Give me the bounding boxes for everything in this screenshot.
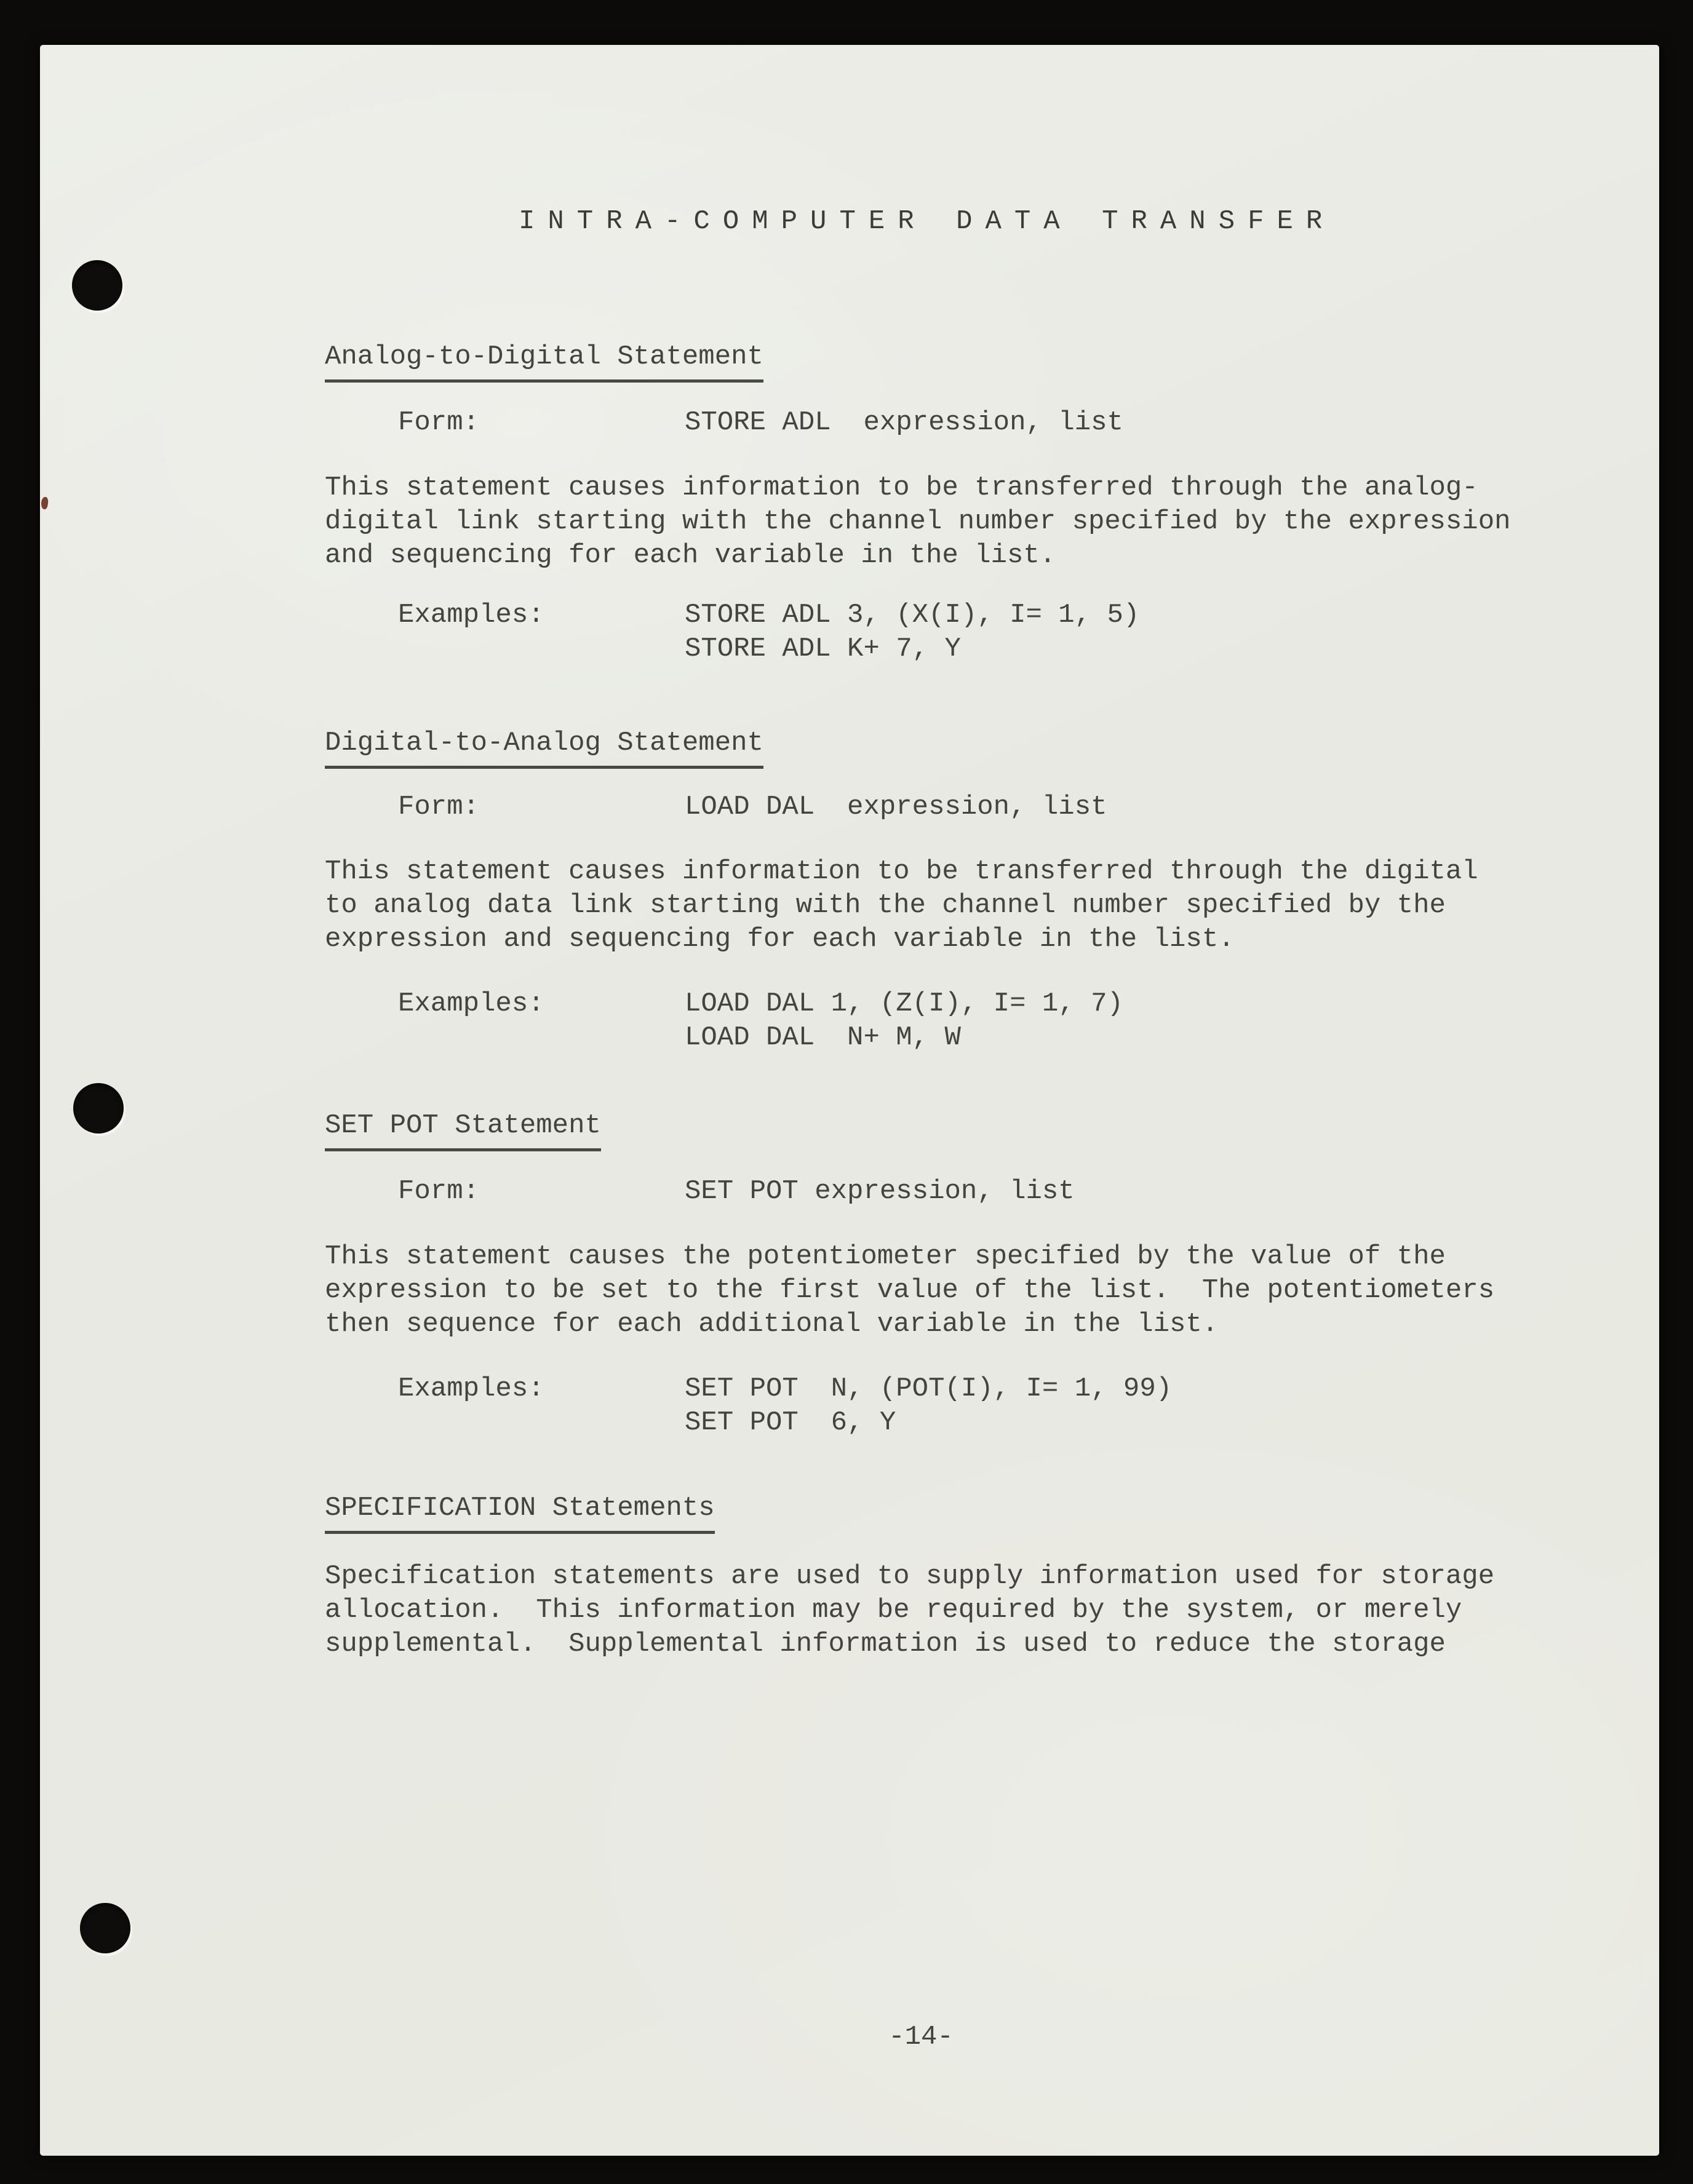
form-value: LOAD DAL expression, list	[685, 792, 1107, 822]
form-value: STORE ADL expression, list	[685, 407, 1123, 438]
section-paragraph	[325, 855, 1478, 956]
form-label: Form:	[398, 407, 480, 438]
section-paragraph	[325, 471, 1511, 573]
example-line: LOAD DAL 1, (Z(I), I= 1, 7)	[685, 988, 1123, 1019]
paragraph-line: to analog data link starting with the channel number specified by the	[325, 890, 1446, 921]
punch-hole-bottom	[80, 1903, 130, 1953]
example-line: LOAD DAL N+ M, W	[685, 1022, 961, 1053]
example-line: SET POT N, (POT(I), I= 1, 99)	[685, 1373, 1173, 1404]
section-heading: Analog-to-Digital Statement	[325, 340, 763, 383]
form-row	[398, 790, 1107, 824]
paper-edge-stain	[41, 496, 49, 509]
examples-row	[398, 1372, 1172, 1440]
paragraph-line: allocation. This information may be required by the system, or merely	[325, 1595, 1462, 1626]
section-analog-to-digital-heading	[325, 340, 763, 383]
section-heading: SET POT Statement	[325, 1109, 601, 1151]
examples-row	[398, 598, 1139, 666]
section-heading: Digital-to-Analog Statement	[325, 726, 763, 769]
example-line: SET POT 6, Y	[685, 1407, 896, 1438]
paragraph-line: This statement causes the potentiometer specified by the value of the	[325, 1241, 1446, 1272]
section-specification-heading	[325, 1491, 715, 1534]
paragraph-line: digital link starting with the channel number specified by the expression	[325, 506, 1511, 537]
paragraph-line: expression and sequencing for each variable in the list.	[325, 924, 1235, 955]
punch-hole-top	[72, 260, 122, 311]
paragraph-line: This statement causes information to be transferred through the analog-	[325, 472, 1478, 503]
paragraph-line: then sequence for each additional variable in the list.	[325, 1309, 1219, 1340]
section-paragraph	[325, 1560, 1494, 1661]
section-heading: SPECIFICATION Statements	[325, 1491, 715, 1534]
section-paragraph	[325, 1240, 1494, 1341]
section-digital-to-analog-heading	[325, 726, 763, 769]
example-line: STORE ADL K+ 7, Y	[685, 633, 961, 664]
examples-row	[398, 987, 1123, 1055]
paragraph-line: and sequencing for each variable in the list.	[325, 540, 1056, 571]
form-row	[398, 1175, 1075, 1209]
scanned-page	[40, 45, 1659, 2156]
paragraph-line: This statement causes information to be transferred through the digital	[325, 856, 1478, 887]
paragraph-line: expression to be set to the first value of the list. The potentiometers	[325, 1275, 1495, 1306]
paragraph-line: supplemental. Supplemental information is used to reduce the storage	[325, 1629, 1446, 1659]
page-title: INTRA-COMPUTER DATA TRANSFER	[519, 206, 1336, 237]
examples-label: Examples:	[398, 988, 544, 1019]
examples-label: Examples:	[398, 1373, 544, 1404]
paragraph-line: Specification statements are used to supply information used for storage	[325, 1561, 1495, 1592]
examples-label: Examples:	[398, 600, 544, 630]
section-set-pot-heading	[325, 1109, 601, 1151]
form-row	[398, 406, 1123, 440]
punch-hole-middle	[73, 1083, 124, 1134]
example-line: STORE ADL 3, (X(I), I= 1, 5)	[685, 600, 1140, 630]
form-label: Form:	[398, 792, 480, 822]
form-label: Form:	[398, 1176, 480, 1207]
form-value: SET POT expression, list	[685, 1176, 1075, 1207]
page-number: -14-	[888, 2022, 954, 2052]
